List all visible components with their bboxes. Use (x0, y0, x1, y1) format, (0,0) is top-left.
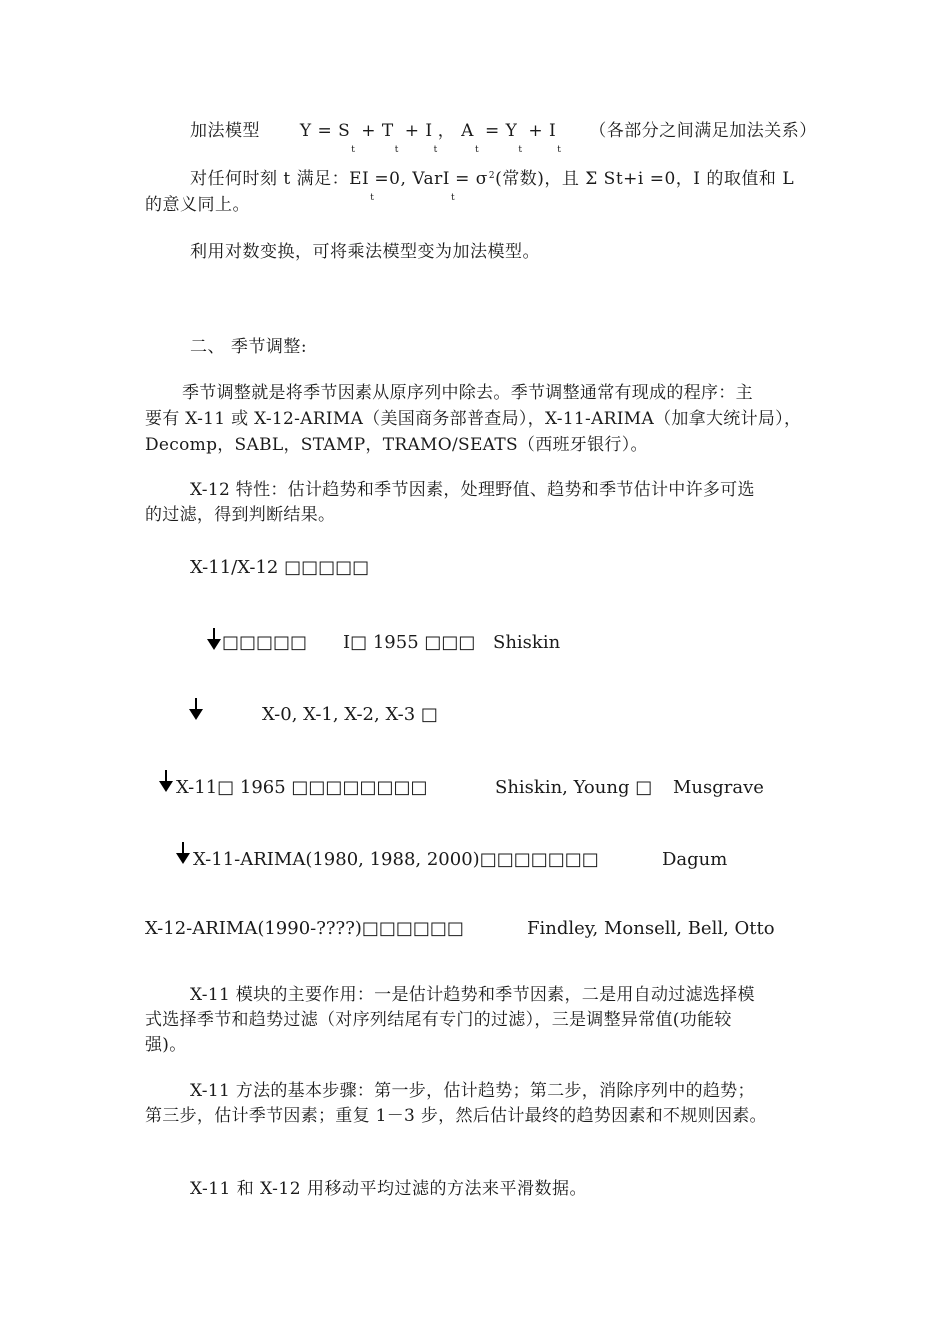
additive-model-line (190, 116, 817, 155)
down-arrow-icon (159, 770, 173, 794)
formula-i: + I (398, 121, 433, 141)
down-arrow-icon (207, 628, 221, 652)
para3-line3: 强)。 (145, 1035, 187, 1055)
history-row4-b: Dagum (662, 849, 728, 870)
condition-text-d: (常数)，且 Σ St+i =0，I 的取值和 L (495, 169, 795, 189)
history-row1-b: I□ 1955 □□□ (343, 632, 476, 653)
history-row3-b: Shiskin, Young □ (495, 777, 653, 798)
history-row5-b: Findley, Monsell, Bell, Otto (527, 918, 775, 939)
history-row4-a: X-11-ARIMA(1980, 1988, 2000)□□□□□□□ (193, 849, 599, 870)
para4-line2: 第三步，估计季节因素；重复 1－3 步，然后估计最终的趋势因素和不规则因素。 (145, 1106, 767, 1126)
superscript: 2 (488, 171, 496, 181)
para4-line1: X-11 方法的基本步骤：第一步，估计趋势；第二步，消除序列中的趋势； (190, 1081, 755, 1101)
para1-line2: 要有 X-11 或 X-12-ARIMA（美国商务部普查局），X-11-ARIMA（加拿大统计局）， (145, 409, 802, 429)
subscript: t (450, 193, 456, 203)
condition-text-c: = σ (455, 169, 488, 189)
subscript: t (433, 145, 438, 155)
history-row1-a: □□□□□ (222, 632, 308, 653)
additive-label: 加法模型 (190, 121, 260, 141)
para1-line1: 季节调整就是将季节因素从原序列中除去。季节调整通常有现成的程序：主 (182, 383, 753, 403)
additive-note: （各部分之间满足加法关系） (589, 121, 817, 141)
formula-t: + T (355, 121, 394, 141)
subscript: t (557, 145, 562, 155)
condition-line-1 (190, 164, 795, 203)
para1-line3: Decomp，SABL，STAMP，TRAMO/SEATS（西班牙银行）。 (145, 435, 648, 455)
condition-text-a: 对任何时刻 t 满足：EI (190, 169, 370, 189)
section-heading: 二、 季节调整: (190, 337, 308, 357)
history-row5-a: X-12-ARIMA(1990-????)□□□□□□ (145, 918, 464, 939)
subscript: t (518, 145, 523, 155)
history-title: X-11/X-12 □□□□□ (190, 557, 370, 578)
history-row1-c: Shiskin (493, 632, 561, 653)
formula-i2: + I (522, 121, 557, 141)
para3-line1: X-11 模块的主要作用：一是估计趋势和季节因素，二是用自动过滤选择模 (190, 985, 755, 1005)
formula-a: ， A (437, 121, 474, 141)
subscript: t (351, 145, 356, 155)
history-row2: X-0, X-1, X-2, X-3 □ (262, 704, 438, 725)
history-row3-c: Musgrave (673, 777, 764, 798)
subscript: t (394, 145, 399, 155)
log-transform-note: 利用对数变换，可将乘法模型变为加法模型。 (190, 242, 540, 262)
condition-text-b: =0, VarI (374, 169, 450, 189)
para2-line1: X-12 特性：估计趋势和季节因素，处理野值、趋势和季节估计中许多可选 (190, 480, 755, 500)
history-row3-a: X-11□ 1965 □□□□□□□□ (176, 777, 428, 798)
subscript: t (474, 145, 480, 155)
para2-line2: 的过滤，得到判断结果。 (145, 505, 336, 525)
condition-line-2: 的意义同上。 (145, 195, 250, 215)
para5: X-11 和 X-12 用移动平均过滤的方法来平滑数据。 (190, 1179, 587, 1199)
para3-line2: 式选择季节和趋势过滤（对序列结尾有专门的过滤），三是调整异常值(功能较 (145, 1010, 732, 1030)
down-arrow-icon (189, 698, 203, 722)
formula-y: = Y (479, 121, 518, 141)
subscript: t (370, 193, 375, 203)
formula-y-s: Y = S (299, 121, 351, 141)
down-arrow-icon (176, 842, 190, 866)
